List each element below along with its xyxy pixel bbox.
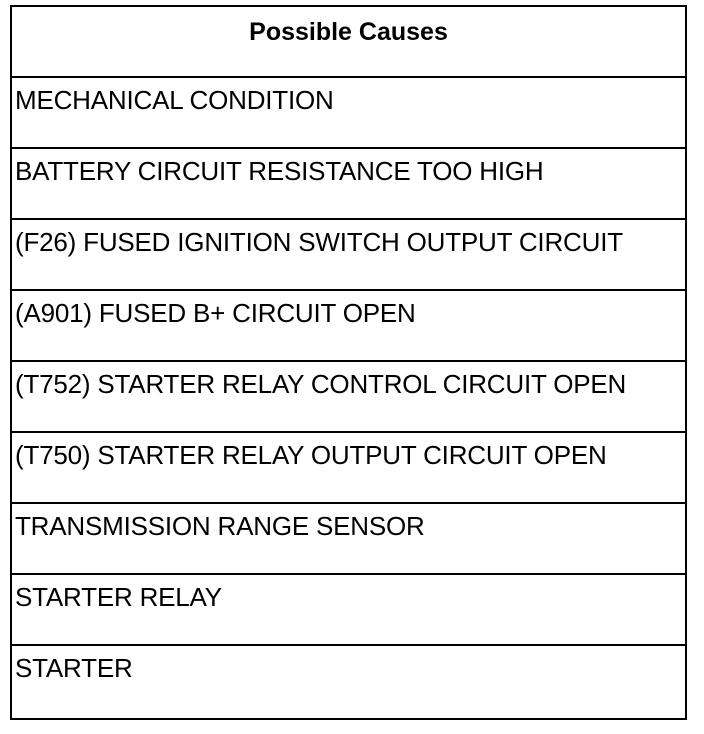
cause-transmission-range-sensor: TRANSMISSION RANGE SENSOR (15, 511, 425, 541)
cause-starter-relay: STARTER RELAY (15, 582, 222, 612)
table-header (12, 7, 685, 78)
table-row (12, 433, 685, 504)
cause-a901-fused-b-plus-circuit-open: (A901) FUSED B+ CIRCUIT OPEN (15, 298, 416, 328)
table-row (12, 575, 685, 646)
possible-causes-table (10, 5, 687, 720)
cause-starter: STARTER (15, 653, 133, 683)
table-row (12, 646, 685, 718)
cause-battery-circuit-resistance: BATTERY CIRCUIT RESISTANCE TOO HIGH (15, 156, 544, 186)
table-row (12, 504, 685, 575)
cause-t750-starter-relay-output-circuit-open: (T750) STARTER RELAY OUTPUT CIRCUIT OPEN (15, 440, 607, 470)
table-row (12, 220, 685, 291)
table-row (12, 78, 685, 149)
cause-mechanical-condition: MECHANICAL CONDITION (15, 85, 334, 115)
cause-t752-starter-relay-control-circuit-open: (T752) STARTER RELAY CONTROL CIRCUIT OPEN (15, 369, 627, 399)
table-row (12, 291, 685, 362)
cause-f26-fused-ignition-switch-output: (F26) FUSED IGNITION SWITCH OUTPUT CIRCUIT (15, 227, 623, 257)
table-header-label: Possible Causes (249, 18, 448, 46)
table-row (12, 149, 685, 220)
table-row (12, 362, 685, 433)
